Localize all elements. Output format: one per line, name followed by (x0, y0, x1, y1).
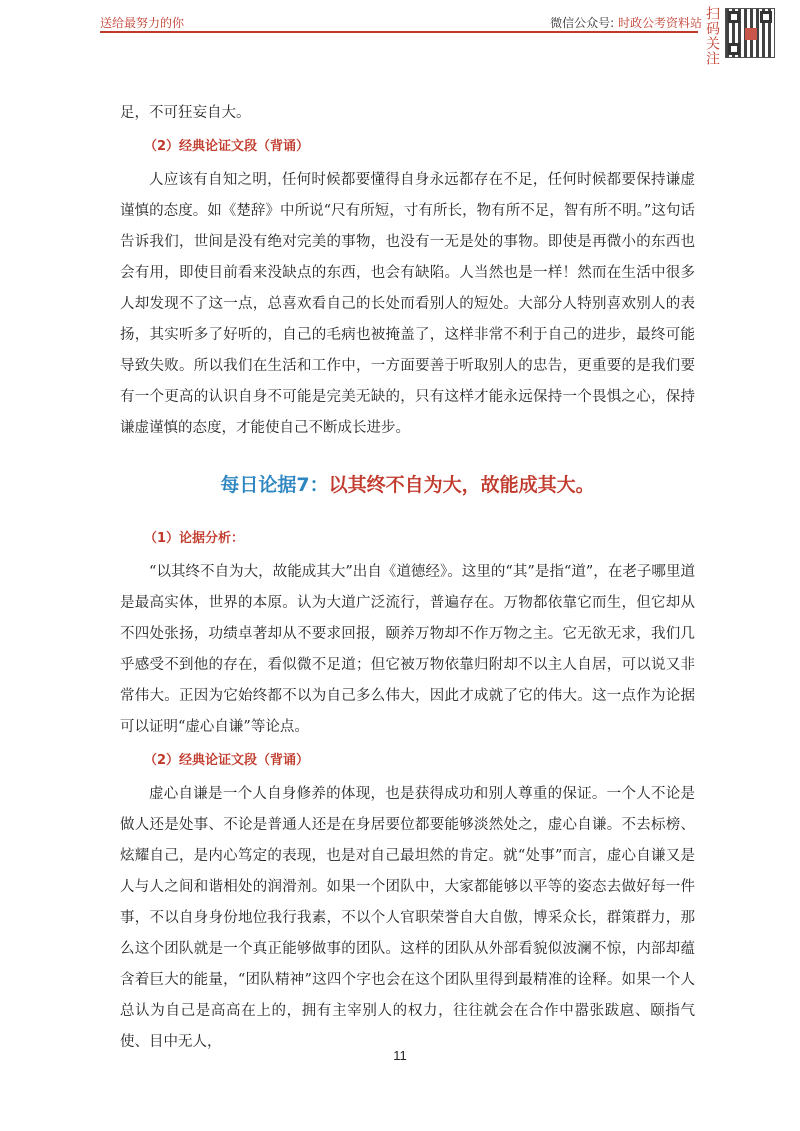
scan-to-follow-label: 扫码关注 (704, 6, 720, 66)
section7-analysis-paragraph: “以其终不自为大，故能成其大”出自《道德经》。这里的“其”是指“道”，在老子哪里道是最高实体，世界的本原。认为大道广泛流行，普遍存在。万物都依靠它而生，但它却从不四处张扬，功绩卓著却从不要求回报，颐养万物却不作万物之主。它无欲无求，我们几乎感受不到他的存在，看似微不足道；但它被万物依靠归附却不以主人自居，可以说又非常伟大。正因为它始终都不以为自己多么伟大，因此才成就了它的伟大。这一点作为论据可以证明“虚心自谦”等论点。 (120, 564, 695, 735)
header-wechat-account (550, 14, 702, 31)
page-number: 11 (393, 1048, 407, 1063)
section7-argument-heading: （2）经典论证文段（背诵） (144, 753, 310, 768)
section7-title-main: 以其终不自为大，故能成其大。 (328, 474, 595, 496)
document-body (120, 98, 695, 1058)
wechat-account-name: 时政公考资料站 (617, 16, 702, 30)
section7-title (120, 470, 695, 497)
qr-corner-marker (728, 43, 740, 55)
section6-argument-heading: （2）经典论证文段（背诵） (144, 139, 310, 154)
section7-analysis-heading: （1）论据分析： (144, 531, 245, 546)
header-slogan: 送给最努力的你 (100, 16, 185, 30)
header-divider (100, 31, 698, 33)
qr-logo (745, 28, 757, 40)
continued-paragraph: 足，不可狂妄自大。 (120, 105, 251, 121)
section7-argument-paragraph: 虚心自谦是一个人自身修养的体现，也是获得成功和别人尊重的保证。一个人不论是做人还是处事、不论是普通人还是在身居要位都要能够淡然处之，虚心自谦。不去标榜、炫耀自己，是内心笃定的表现，也是对自己最坦然的肯定。就“处事”而言，虚心自谦又是人与人之间和谐相处的润滑剂。如果一个团队中，大家都能够以平等的姿态去做好每一件事，不以自身身份地位我行我素，不以个人官职荣誉自大自傲，博采众长，群策群力，那么这个团队就是一个真正能够做事的团队。这样的团队从外部看貌似波澜不惊，内部却蕴含着巨大的能量，“团队精神”这四个字也会在这个团队里得到最精准的诠释。如果一个人总认为自己是高高在上的，拥有主宰别人的权力，往往就会在合作中嚣张跋扈、颐指气使、目中无人， (120, 786, 695, 1050)
qr-code-icon[interactable] (725, 8, 775, 58)
section7-title-prefix: 每日论据7： (220, 474, 329, 496)
section6-argument-paragraph: 人应该有自知之明，任何时候都要懂得自身永远都存在不足，任何时候都要保持谦虚谨慎的态度。如《楚辞》中所说“尺有所短，寸有所长，物有所不足，智有所不明。”这句话告诉我们，世间是没有绝对完美的事物，也没有一无是处的事物。即使是再微小的东西也会有用，即使目前看来没缺点的东西，也会有缺陷。人当然也是一样！然而在生活中很多人却发现不了这一点，总喜欢看自己的长处而看别人的短处。大部分人特别喜欢别人的表扬，其实听多了好听的，自己的毛病也被掩盖了，这样非常不利于自己的进步，最终可能导致失败。所以我们在生活和工作中，一方面要善于听取别人的忠告，更重要的是我们要有一个更高的认识自身不可能是完美无缺的，只有这样才能永远保持一个畏惧之心，保持谦虚谨慎的态度，才能使自己不断成长进步。 (120, 172, 695, 436)
wechat-label: 微信公众号: (550, 16, 618, 30)
